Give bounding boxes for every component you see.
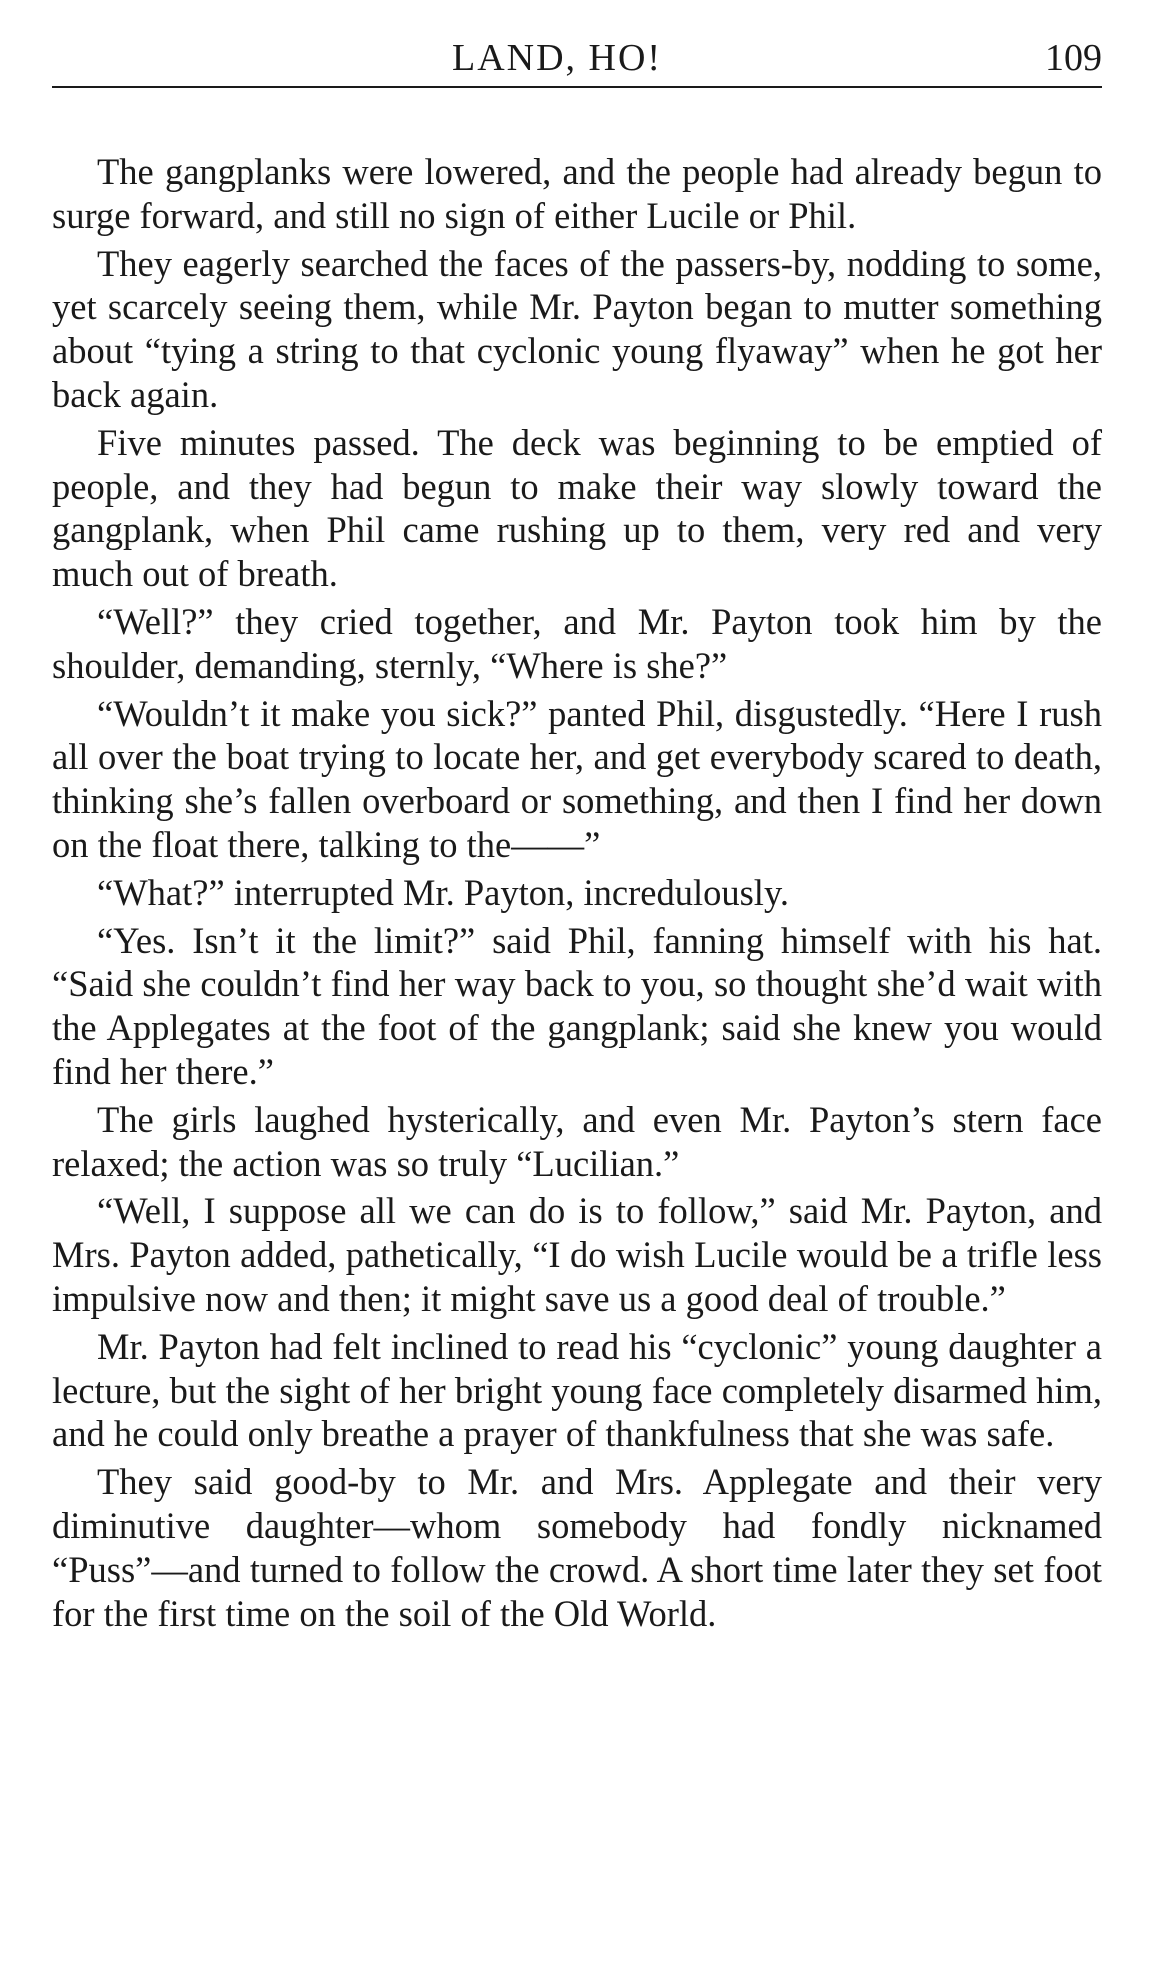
paragraph: They said good-by to Mr. and Mrs. Applegate and their very diminutive daughter—whom somebody had fondly nicknamed “Puss”—and turned to follow the crowd. A short time later they set foot for the first time on the soil of the Old World.	[52, 1461, 1102, 1634]
chapter-title: LAND, HO!	[452, 37, 663, 79]
paragraph: The girls laughed hysterically, and even Mr. Payton’s stern face relaxed; the action was so truly “Lucilian.”	[52, 1098, 1102, 1184]
paragraph: “Well, I suppose all we can do is to follow,” said Mr. Payton, and Mrs. Payton added, pathetically, “I do wish Lucile would be a trifle less impulsive now and then; it might save us a good deal of trouble.”	[52, 1190, 1102, 1319]
header-rule	[52, 86, 1102, 88]
paragraph: “What?” interrupted Mr. Payton, incredulously.	[97, 871, 789, 913]
paragraph: Mr. Payton had felt inclined to read his “cyclonic” young daughter a lecture, but the sight of her bright young face completely disarmed him, and he could only breathe a prayer of thankfulness that she was safe.	[52, 1325, 1102, 1455]
paragraph: “Wouldn’t it make you sick?” panted Phil, disgustedly. “Here I rush all over the boat trying to locate her, and get everybody scared to death, thinking she’s fallen overboard or something, and then I find her down on the float there, talking to the——”	[52, 692, 1102, 865]
paragraph: Five minutes passed. The deck was beginning to be emptied of people, and they had begun to make their way slowly toward the gangplank, when Phil came rushing up to them, very red and very much out of breath.	[52, 421, 1102, 595]
running-head	[52, 30, 1102, 90]
page-number: 109	[1045, 37, 1102, 79]
paragraph: They eagerly searched the faces of the passers-by, nodding to some, yet scarcely seeing them, while Mr. Payton began to mutter something about “tying a string to that cyclonic young flyaway” when he got her back again.	[52, 242, 1102, 415]
paragraph: “Yes. Isn’t it the limit?” said Phil, fanning himself with his hat. “Said she couldn’t find her way back to you, so thought she’d wait with the Applegates at the foot of the gangplank; said she knew you would find her there.”	[52, 919, 1102, 1092]
paragraph: “Well?” they cried together, and Mr. Payton took him by the shoulder, demanding, sternly, “Where is she?”	[52, 600, 1102, 686]
body-text	[52, 150, 1102, 1639]
paragraph: The gangplanks were lowered, and the people had already begun to surge forward, and still no sign of either Lucile or Phil.	[52, 151, 1102, 236]
